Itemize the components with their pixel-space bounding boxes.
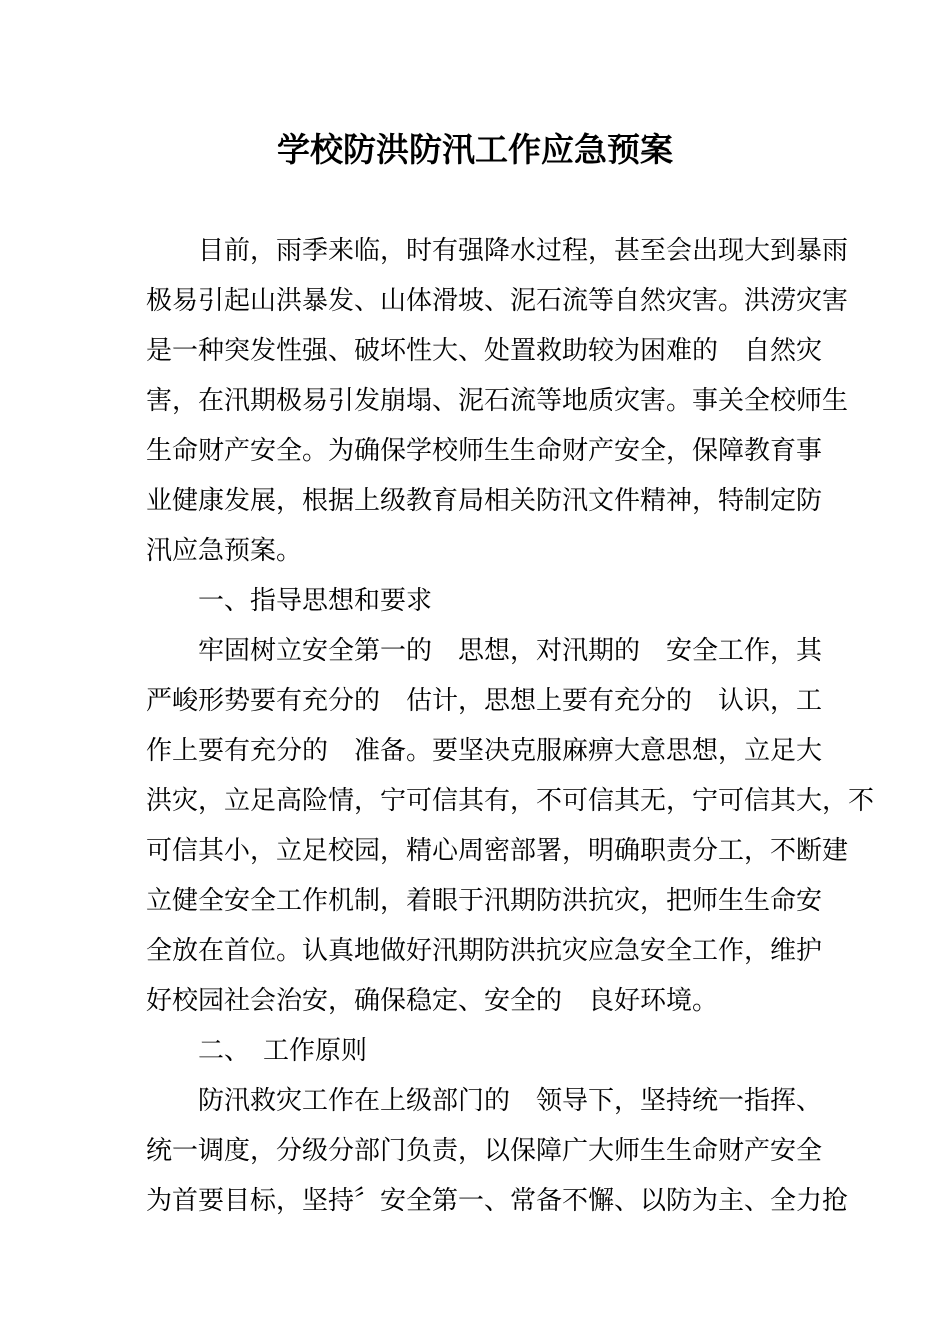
text-line: 可信其小，立足校园，精心周密部署，明确职责分工，不断建 bbox=[146, 836, 849, 866]
text-line: 一、指导思想和要求 bbox=[198, 586, 433, 616]
text-line: 为首要目标，坚持〞安全第一、常备不懈、以防为主、全力抢 bbox=[146, 1186, 849, 1216]
text-line: 全放在首位。认真地做好汛期防洪抗灾应急安全工作，维护 bbox=[146, 936, 823, 966]
text-line: 是一种突发性强、破坏性大、处置救助较为困难的 自然灾 bbox=[146, 336, 823, 366]
document-body bbox=[146, 226, 875, 1226]
text-line: 严峻形势要有充分的 估计，思想上要有充分的 认识，工 bbox=[146, 686, 823, 716]
text-line: 防汛救灾工作在上级部门的 领导下，坚持统一指挥、 bbox=[198, 1086, 823, 1116]
text-line: 作上要有充分的 准备。要坚决克服麻痹大意思想，立足大 bbox=[146, 736, 823, 766]
text-line: 生命财产安全。为确保学校师生生命财产安全，保障教育事 bbox=[146, 436, 823, 466]
text-line: 业健康发展，根据上级教育局相关防汛文件精神，特制定防 bbox=[146, 486, 823, 516]
text-line: 统一调度，分级分部门负责，以保障广大师生生命财产安全 bbox=[146, 1136, 823, 1166]
document-title: 学校防洪防汛工作应急预案 bbox=[277, 130, 673, 169]
text-line: 牢固树立安全第一的 思想，对汛期的 安全工作，其 bbox=[198, 636, 823, 666]
text-line: 二、 工作原则 bbox=[198, 1036, 368, 1066]
text-line: 好校园社会治安，确保稳定、安全的 良好环境。 bbox=[146, 986, 719, 1016]
text-line: 汛应急预案。 bbox=[146, 536, 303, 566]
text-line: 洪灾，立足高险情，宁可信其有，不可信其无，宁可信其大，不 bbox=[146, 786, 875, 816]
text-line: 极易引起山洪暴发、山体滑坡、泥石流等自然灾害。洪涝灾害 bbox=[146, 286, 849, 316]
text-line: 立健全安全工作机制，着眼于汛期防洪抗灾，把师生生命安 bbox=[146, 886, 823, 916]
text-line: 害，在汛期极易引发崩塌、泥石流等地质灾害。事关全校师生 bbox=[146, 386, 849, 416]
text-line: 目前，雨季来临，时有强降水过程，甚至会出现大到暴雨 bbox=[198, 236, 849, 266]
